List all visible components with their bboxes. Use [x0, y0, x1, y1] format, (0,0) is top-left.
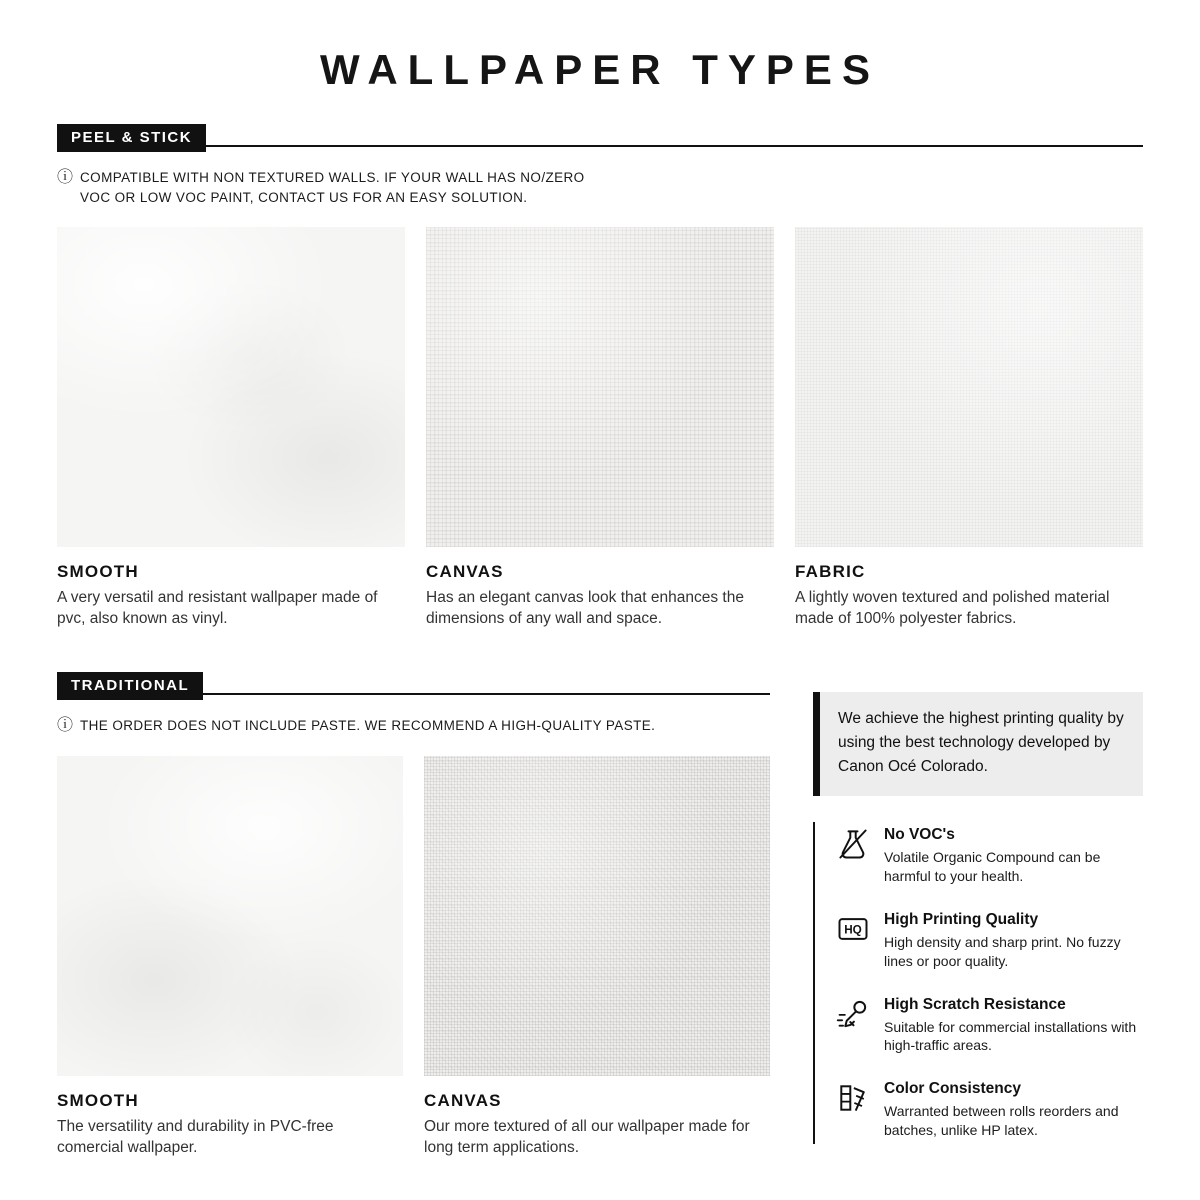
- swatch-name: SMOOTH: [57, 562, 139, 582]
- swatch-description: Has an elegant canvas look that enhances the dimensions of any wall and space.: [426, 589, 744, 628]
- svg-text:HQ: HQ: [844, 923, 862, 937]
- swatch-card-canvas: [426, 227, 774, 630]
- feature-description: Warranted between rolls reorders and batches, unlike HP latex.: [884, 1103, 1119, 1139]
- note-line: THE ORDER DOES NOT INCLUDE PASTE. WE RECOMMEND A HIGH-QUALITY PASTE.: [80, 717, 656, 733]
- feature-high-printing-quality: [835, 911, 1143, 971]
- feature-list: [813, 822, 1143, 1144]
- feature-description: High density and sharp print. No fuzzy lines or poor quality.: [884, 933, 1121, 969]
- traditional-note: [57, 716, 770, 736]
- section-divider-line: [206, 145, 1143, 147]
- traditional-badge: TRADITIONAL: [57, 672, 203, 700]
- note-text: [80, 168, 585, 207]
- color-swatches-icon: [835, 1080, 871, 1116]
- swatch-name: SMOOTH: [57, 1090, 139, 1110]
- quality-sidebar: [813, 692, 1143, 1159]
- note-line: COMPATIBLE WITH NON TEXTURED WALLS. IF YOUR WALL HAS NO/ZERO: [80, 170, 585, 185]
- swatch-caption: [57, 562, 405, 630]
- traditional-swatch-row: [57, 756, 770, 1159]
- swatch-caption: [795, 562, 1143, 630]
- info-icon: ⓘ: [57, 716, 74, 734]
- swatch-caption: [424, 1091, 770, 1159]
- swatch-description: A very versatil and resistant wallpaper made of pvc, also known as vinyl.: [57, 589, 378, 628]
- feature-title: High Printing Quality: [884, 910, 1039, 928]
- swatch-description: A lightly woven textured and polished material made of 100% polyester fabrics.: [795, 589, 1110, 628]
- peel-swatch-row: [57, 227, 1143, 630]
- feature-high-scratch-resistance: [835, 996, 1143, 1056]
- printing-quality-quote: We achieve the highest printing quality by using the best technology developed by Canon Océ Colorado.: [813, 692, 1143, 796]
- traditional-header: [57, 672, 770, 700]
- hq-icon: [835, 911, 871, 947]
- swatch-name: CANVAS: [424, 1090, 502, 1110]
- peel-and-stick-note: [57, 168, 1143, 207]
- feature-text: [884, 911, 1143, 971]
- swatch-name: CANVAS: [426, 562, 504, 582]
- swatch-description: The versatility and durability in PVC-free comercial wallpaper.: [57, 1117, 334, 1156]
- texture-sample-canvas: [424, 756, 770, 1076]
- swatch-caption: [426, 562, 774, 630]
- bottom-area: [57, 672, 1143, 1159]
- feature-title: High Scratch Resistance: [884, 995, 1066, 1013]
- swatch-card-canvas: [424, 756, 770, 1159]
- feature-text: [884, 1080, 1143, 1140]
- feature-title: Color Consistency: [884, 1080, 1021, 1098]
- swatch-card-fabric: [795, 227, 1143, 630]
- texture-sample-smooth: [57, 227, 405, 547]
- wallpaper-types-page: [0, 46, 1200, 1159]
- swatch-card-smooth: [57, 227, 405, 630]
- peel-and-stick-header: [57, 124, 1143, 152]
- feature-description: Volatile Organic Compound can be harmful to your health.: [884, 849, 1101, 884]
- swatch-caption: [57, 1091, 403, 1159]
- feature-text: [884, 996, 1143, 1056]
- texture-sample-canvas: [426, 227, 774, 547]
- no-voc-icon: [835, 826, 871, 862]
- swatch-card-smooth: [57, 756, 403, 1159]
- texture-sample-smooth: [57, 756, 403, 1076]
- scratch-resistance-icon: [835, 996, 871, 1032]
- swatch-description: Our more textured of all our wallpaper made for long term applications.: [424, 1117, 750, 1156]
- page-title: WALLPAPER TYPES: [320, 46, 880, 93]
- note-text: [80, 716, 655, 736]
- info-icon: ⓘ: [57, 169, 74, 186]
- section-traditional: [57, 672, 770, 1159]
- swatch-name: FABRIC: [795, 562, 866, 582]
- note-line: VOC OR LOW VOC PAINT, CONTACT US FOR AN EASY SOLUTION.: [80, 189, 528, 205]
- feature-text: [884, 826, 1143, 886]
- section-divider-line: [203, 693, 770, 695]
- feature-description: Suitable for commercial installations with high-traffic areas.: [884, 1018, 1137, 1054]
- texture-sample-fabric: [795, 227, 1143, 547]
- feature-title: No VOC's: [884, 826, 955, 844]
- peel-and-stick-badge: PEEL & STICK: [57, 124, 206, 152]
- feature-no-vocs: [835, 826, 1143, 886]
- feature-color-consistency: [835, 1080, 1143, 1140]
- section-peel-and-stick: [57, 124, 1143, 630]
